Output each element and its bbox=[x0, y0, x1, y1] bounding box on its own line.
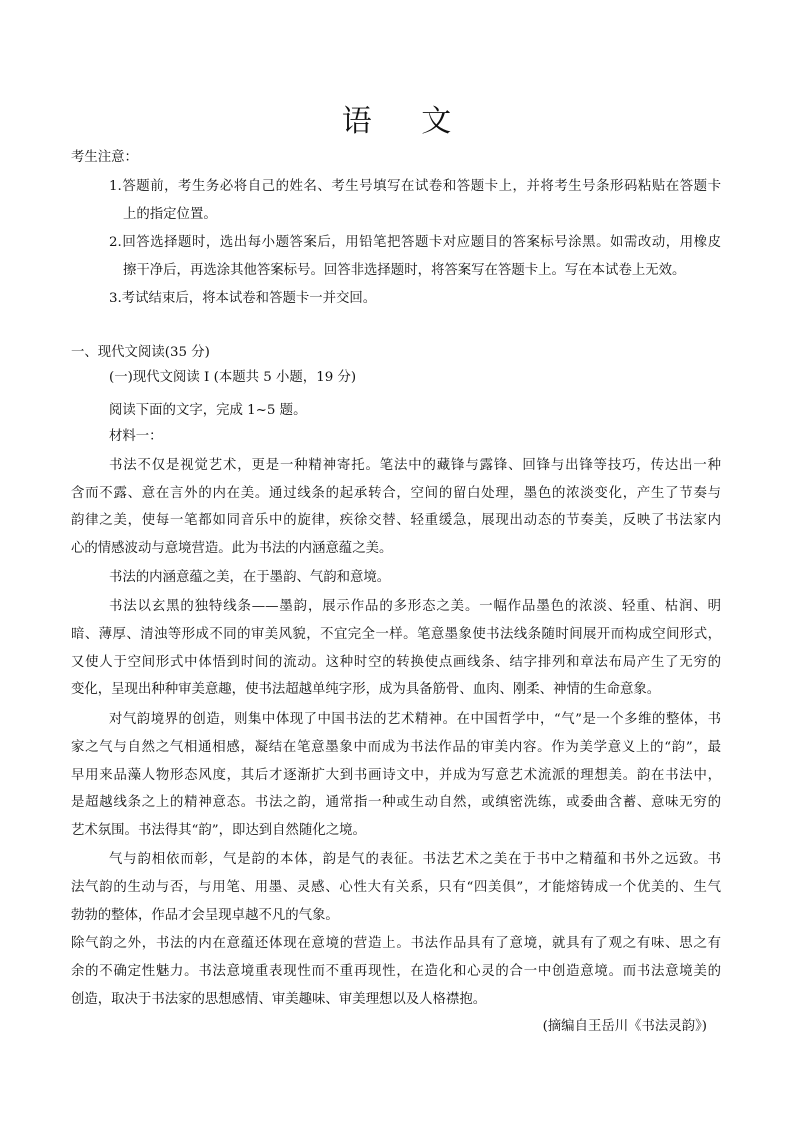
section-subheading: (一)现代文阅读 Ⅰ (本题共 5 小题，19 分) bbox=[109, 370, 357, 385]
paragraph-line: 心的情感波动与意境营造。此为书法的内涵意蕴之美。 bbox=[71, 541, 393, 556]
material-label: 材料一： bbox=[109, 429, 163, 444]
notice-item-3: 3.考试结束后，将本试卷和答题卡一并交回。 bbox=[109, 291, 377, 306]
paragraph-line: 创造，取决于书法家的思想感情、审美趣味、审美理想以及人格襟抱。 bbox=[71, 992, 487, 1007]
paragraph-line: 家之气与自然之气相通相感，凝结在笔意墨象中而成为书法作品的审美内容。作为美学意义上的“韵”，最 bbox=[71, 740, 721, 755]
paragraph-line: 余的不确定性魅力。书法意境重表现性而不重再现性，在造化和心灵的合一中创造意境。而书法意境美的 bbox=[71, 964, 721, 979]
paragraph-line: 书法的内涵意蕴之美，在于墨韵、气韵和意境。 bbox=[109, 570, 391, 585]
paragraph-line: 法气韵的生动与否，与用笔、用墨、灵感、心性大有关系，只有“四美俱”，才能熔铸成一个优美的、生气 bbox=[71, 880, 721, 895]
notice-item-2-line-1: 2.回答选择题时，选出每小题答案后，用铅笔把答题卡对应题目的答案标号涂黑。如需改动，用橡皮 bbox=[109, 235, 721, 250]
page-title: 语 文 bbox=[341, 104, 472, 139]
notice-item-1-line-2: 上的指定位置。 bbox=[123, 207, 217, 222]
paragraph-line: 早用来品藻人物形态风度，其后才逐渐扩大到书画诗文中，并成为写意艺术流派的理想美。韵在书法中， bbox=[71, 768, 721, 783]
paragraph-line: 含而不露、意在言外的内在美。通过线条的起承转合，空间的留白处理，墨色的浓淡变化，产生了节奏与 bbox=[71, 486, 721, 501]
paragraph-line: 是超越线条之上的精神意态。书法之韵，通常指一种或生动自然，或缜密洗练，或委曲含蓄、意味无穷的 bbox=[71, 795, 721, 810]
paragraph-line: 又使人于空间形式中体悟到时间的流动。这种时空的转换使点画线条、结字排列和章法布局产生了无穷的 bbox=[71, 655, 721, 670]
paragraph-line: 变化，呈现出种种审美意趣，使书法超越单纯字形，成为具备筋骨、血肉、刚柔、神情的生命意象。 bbox=[71, 682, 661, 697]
notice-heading: 考生注意： bbox=[71, 150, 138, 165]
paragraph-line: 书法以玄黑的独特线条——墨韵，展示作品的多形态之美。一幅作品墨色的浓淡、轻重、枯润、明 bbox=[109, 599, 721, 614]
notice-item-2-line-2: 擦干净后，再选涂其他答案标号。回答非选择题时，将答案写在答题卡上。写在本试卷上无效。 bbox=[123, 263, 686, 278]
paragraph-line: 韵律之美，使每一笔都如同音乐中的旋律，疾徐交替、轻重缓急，展现出动态的节奏美，反映了书法家内 bbox=[71, 513, 721, 528]
source-citation: (摘编自王岳川《书法灵韵》) bbox=[542, 1019, 707, 1034]
paragraph-line: 暗、薄厚、清浊等形成不同的审美风貌，不宜完全一样。笔意墨象使书法线条随时间展开而构成空间形式， bbox=[71, 627, 721, 642]
reading-instruction: 阅读下面的文字，完成 1~5 题。 bbox=[109, 403, 307, 418]
paragraph-line: 除气韵之外，书法的内在意蕴还体现在意境的营造上。书法作品具有了意境，就具有了观之有味、思之有 bbox=[71, 936, 721, 951]
paragraph-line: 勃勃的整体，作品才会呈现卓越不凡的气象。 bbox=[71, 908, 339, 923]
paragraph-line: 艺术氛围。书法得其“韵”，即达到自然随化之境。 bbox=[71, 823, 366, 838]
paragraph-line: 气与韵相依而彰，气是韵的本体，韵是气的表征。书法艺术之美在于书中之精蕴和书外之远致。书 bbox=[109, 852, 721, 867]
notice-item-1-line-1: 1.答题前，考生务必将自己的姓名、考生号填写在试卷和答题卡上，并将考生号条形码粘贴在答题卡 bbox=[109, 179, 721, 194]
paragraph-line: 对气韵境界的创造，则集中体现了中国书法的艺术精神。在中国哲学中，“气”是一个多维的整体，书 bbox=[109, 712, 721, 727]
section-heading: 一、现代文阅读(35 分) bbox=[71, 345, 210, 360]
paragraph-line: 书法不仅是视觉艺术，更是一种精神寄托。笔法中的藏锋与露锋、回锋与出锋等技巧，传达出一种 bbox=[109, 458, 721, 473]
